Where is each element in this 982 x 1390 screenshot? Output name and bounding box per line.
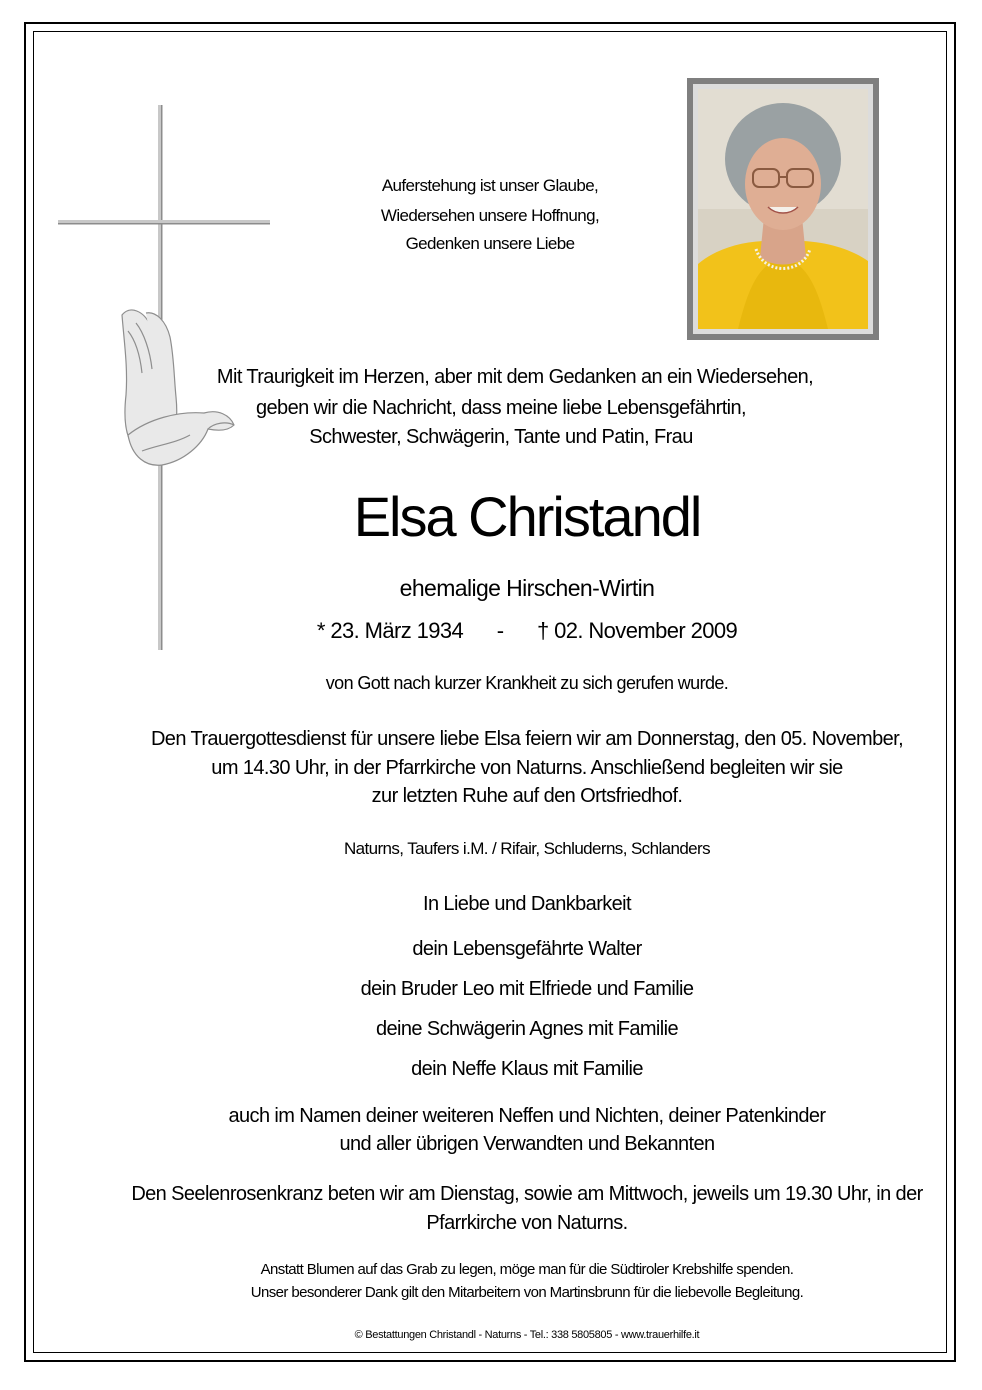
funeral-line: zur letzten Ruhe auf den Ortsfriedhof.	[371, 785, 683, 807]
donation-line: Unser besonderer Dank gilt den Mitarbeitern von Martinsbrunn für die liebevolle Begleitung.	[250, 1284, 804, 1301]
birth-date: * 23. März 1934	[316, 618, 464, 643]
mourners-intro: In Liebe und Dankbarkeit	[423, 893, 631, 915]
dates-row	[36, 618, 982, 644]
donation-line: Anstatt Blumen auf das Grab zu legen, möge man für die Südtiroler Krebshilfe spenden.	[260, 1261, 794, 1278]
announcement-line: Schwester, Schwägerin, Tante und Patin, Frau	[309, 426, 693, 448]
mourner-line: deine Schwägerin Agnes mit Familie	[376, 1018, 678, 1040]
death-date: † 02. November 2009	[536, 618, 738, 643]
funeral-line: Den Trauergottesdienst für unsere liebe Elsa feiern wir am Donnerstag, den 05. November,	[150, 728, 904, 750]
deceased-subtitle: ehemalige Hirschen-Wirtin	[399, 575, 655, 601]
rosary-line: Den Seelenrosenkranz beten wir am Dienstag, sowie am Mittwoch, jeweils um 19.30 Uhr, in der	[131, 1183, 923, 1205]
rosary-line: Pfarrkirche von Naturns.	[426, 1212, 628, 1234]
funeral-line: um 14.30 Uhr, in der Pfarrkirche von Naturns. Anschließend begleiten wir sie	[211, 757, 843, 779]
relatives-line: und aller übrigen Verwandten und Bekannten	[339, 1133, 715, 1155]
called-home-text: von Gott nach kurzer Krankheit zu sich gerufen wurde.	[325, 673, 729, 693]
portrait-frame	[687, 78, 879, 340]
date-separator: -	[496, 618, 504, 643]
relatives-line: auch im Namen deiner weiteren Neffen und Nichten, deiner Patenkinder	[228, 1105, 826, 1127]
announcement-line: geben wir die Nachricht, dass meine liebe Lebensgefährtin,	[256, 397, 746, 419]
footer-text: © Bestattungen Christandl - Naturns - Tel.: 338 5805805 - www.trauerhilfe.it	[354, 1329, 700, 1341]
deceased-name: Elsa Christandl	[353, 485, 701, 548]
portrait-photo	[698, 89, 868, 329]
motto-line: Gedenken unsere Liebe	[405, 234, 575, 253]
motto-line: Wiedersehen unsere Hoffnung,	[380, 206, 600, 225]
motto-line: Auferstehung ist unser Glaube,	[381, 176, 599, 195]
mourner-line: dein Neffe Klaus mit Familie	[411, 1058, 643, 1080]
places-text: Naturns, Taufers i.M. / Rifair, Schluderns, Schlanders	[343, 839, 710, 858]
mourner-line: dein Lebensgefährte Walter	[412, 938, 642, 960]
announcement-line: Mit Traurigkeit im Herzen, aber mit dem Gedanken an ein Wiedersehen,	[216, 366, 814, 388]
mourner-line: dein Bruder Leo mit Elfriede und Familie	[360, 978, 694, 1000]
